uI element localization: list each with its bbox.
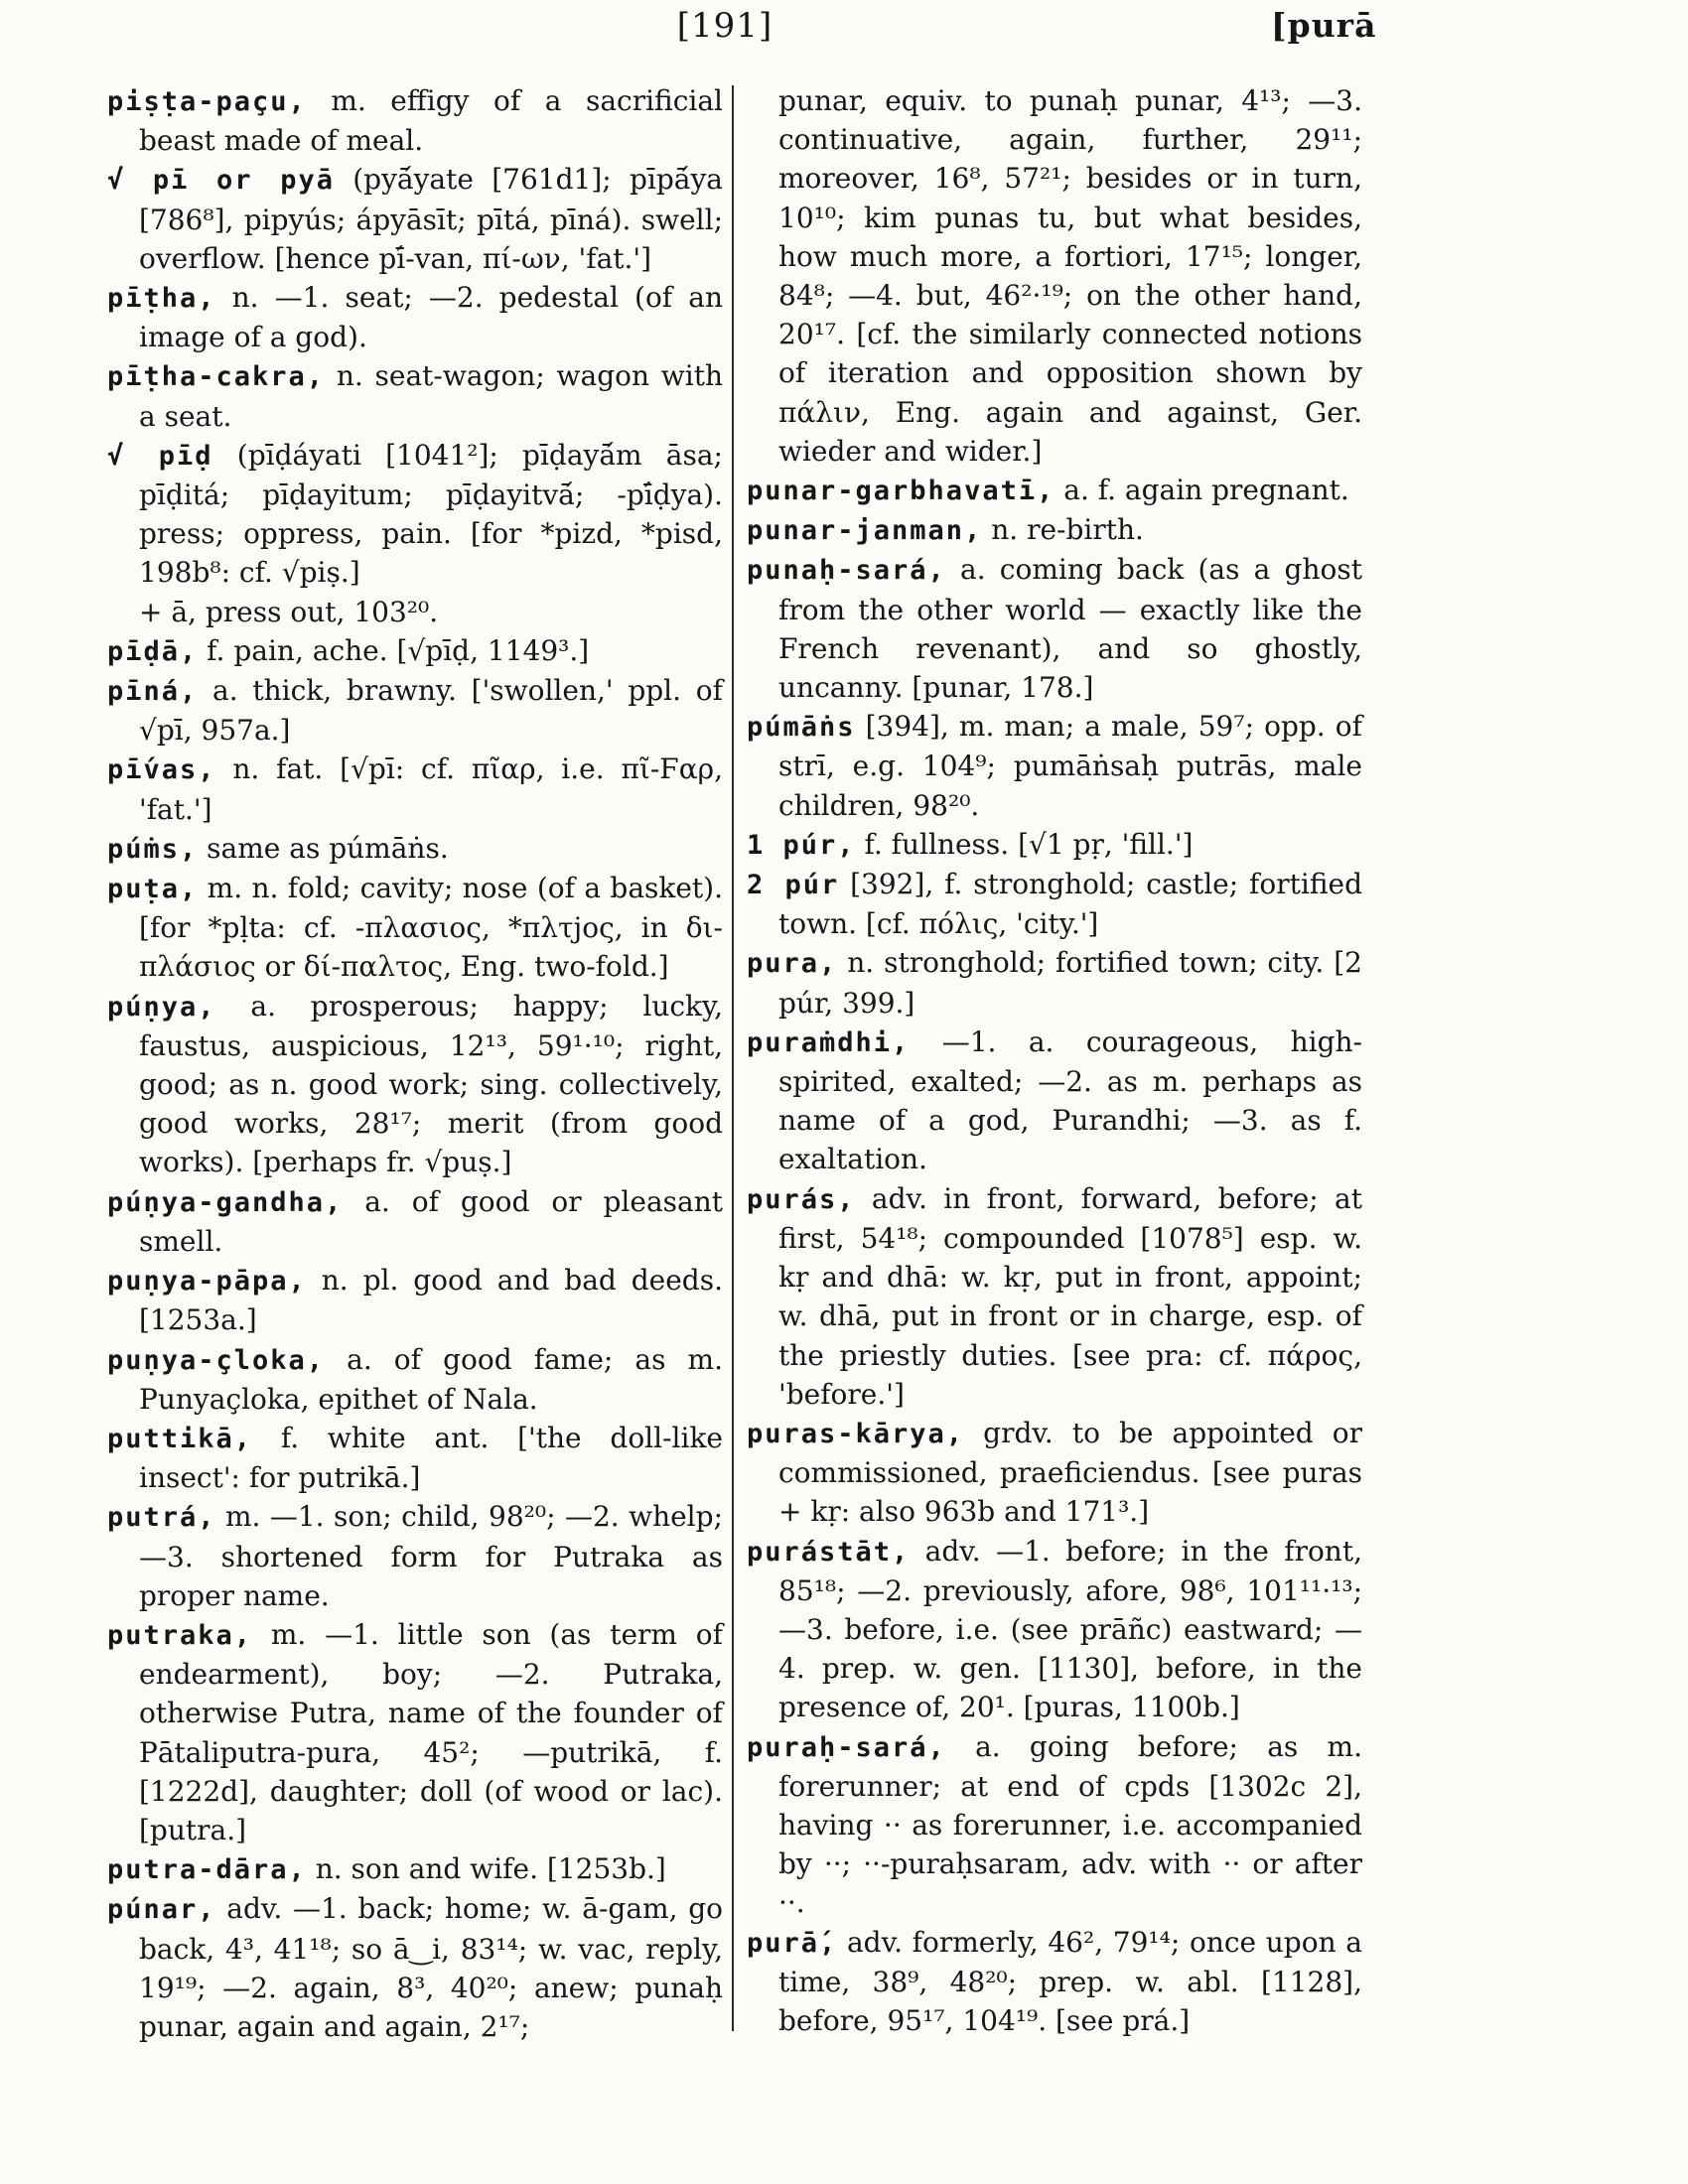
dictionary-entry	[107, 1419, 723, 1497]
dictionary-entry	[107, 1889, 723, 2046]
headword: puṇya-çloka,	[107, 1344, 326, 1376]
headword: punar-janman,	[747, 515, 983, 547]
definition-text: same as púmāṅs.	[198, 831, 449, 865]
dictionary-entry	[107, 869, 723, 987]
definition-text: + ā, press out, 103²⁰.	[139, 595, 439, 628]
headword: puraḥ-sará,	[747, 1731, 946, 1763]
headword: putraka,	[107, 1619, 253, 1651]
dictionary-entry	[107, 356, 723, 435]
headword: pīná,	[107, 676, 199, 708]
definition-text: f. fullness. [√1 pṛ, 'fill.']	[855, 827, 1194, 861]
headword: pīṭha,	[107, 283, 216, 315]
dictionary-entry	[747, 1923, 1362, 2041]
definition-text: n. fat. [√pī: cf. πῖαρ, i.e. πῖ-Ϝαρ, 'fat.']	[139, 752, 723, 826]
definition-text: —1. a. courageous, high-spirited, exalted; —2. as m. perhaps as name of a god, Purandhi; —3. as f. exaltation.	[778, 1024, 1362, 1176]
headword: piṣṭa-paçu,	[107, 86, 307, 117]
definition-text: a. f. again pregnant.	[1055, 474, 1349, 507]
definition-text: a. of good fame; as m. Punyaçloka, epithet of Nala.	[139, 1342, 723, 1416]
headword: pī́vas,	[107, 754, 216, 786]
headword: púṁs,	[107, 833, 199, 865]
definition-text: n. stronghold; fortified town; city. [2 púr, 399.]	[778, 946, 1362, 1020]
definition-text: m. —1. little son (as term of endearment), boy; —2. Putraka, otherwise Putra, name of the founder of Pātaliputra-pura, 45²; —putrikā, f. [1222d], daughter; doll (of wood or lac). [putra.]	[139, 1617, 723, 1846]
definition-text: a. coming back (as a ghost from the other world — exactly like the French revenant), and so ghostly, uncanny. [punar, 178.]	[778, 553, 1362, 705]
headword: 1 púr,	[747, 829, 856, 861]
dictionary-entry	[747, 471, 1362, 510]
dictionary-entry	[747, 943, 1362, 1022]
definition-text: m. —1. son; child, 98²⁰; —2. whelp; —3. shortened form for Putraka as proper name.	[139, 1500, 723, 1612]
headword: púnar,	[107, 1894, 216, 1926]
definition-text: (pyā́yate [761d1]; pīpā́ya [786⁸], pipyús; ápyāsīt; pītá, pīná). swell; overflow. [hence pī́-van, πί-ων, 'fat.']	[139, 163, 723, 275]
dictionary-entry	[747, 550, 1362, 707]
definition-text: (pīḍáyati [1041²]; pīḍayā́m āsa; pīḍitá; pīḍayitum; pīḍayitvā́; -pī́ḍya). press; oppress, pain. [for *pizd, *pisd, 198b⁸: cf. √piṣ.]	[139, 438, 723, 590]
left-column	[107, 81, 723, 2046]
headword: puṭa,	[107, 874, 199, 905]
page-number: [191]	[676, 6, 774, 46]
headword: púṇya,	[107, 991, 216, 1023]
headword: puraṁdhi,	[747, 1026, 911, 1058]
dictionary-entry	[107, 436, 723, 593]
headword: purástāt,	[747, 1536, 911, 1568]
headword: 2 púr	[747, 870, 840, 901]
dictionary-entry	[747, 1179, 1362, 1414]
right-column	[747, 81, 1362, 2040]
definition-text: m. effigy of a sacrificial beast made of meal.	[139, 84, 723, 158]
headword: púmāṅs	[747, 712, 856, 744]
dictionary-entry	[747, 1414, 1362, 1532]
dictionary-entry	[107, 278, 723, 356]
dictionary-entry	[747, 81, 1362, 471]
definition-text: adv. —1. before; in the front, 85¹⁸; —2. previously, afore, 98⁶, 101¹¹·¹³; —3. before, i.e. (see prāñc) eastward; —4. prep. w. gen. [1130], before, in the presence of, 20¹. [puras, 1100b.]	[778, 1534, 1362, 1724]
headword: purā́,	[747, 1927, 838, 1959]
dictionary-entry	[107, 829, 723, 869]
dictionary-entry	[107, 1615, 723, 1849]
headword: putrá,	[107, 1502, 216, 1534]
headword: punaḥ-sará,	[747, 555, 946, 587]
definition-text: f. pain, ache. [√pīḍ, 1149³.]	[198, 633, 590, 667]
dictionary-entry	[107, 1497, 723, 1615]
definition-text: adv. formerly, 46², 79¹⁴; once upon a time, 38⁹, 48²⁰; prep. w. abl. [1128], before, 95¹⁷, 104¹⁹. [see prá.]	[778, 1925, 1362, 2037]
dictionary-entry	[747, 825, 1362, 865]
definition-text: a. of good or pleasant smell.	[139, 1184, 723, 1258]
headword: pura,	[747, 948, 838, 980]
definition-text: adv. —1. back; home; w. ā-gam, go back, 4³, 41¹⁸; so ā‿i, 83¹⁴; w. vac, reply, 19¹⁹; —2. again, 8³, 40²⁰; anew; punaḥ punar, again and again, 2¹⁷;	[139, 1892, 723, 2043]
dictionary-entry	[107, 671, 723, 750]
dictionary-entry	[107, 593, 723, 631]
definition-text: n. re-birth.	[982, 513, 1144, 547]
dictionary-entry	[107, 160, 723, 278]
dictionary-entry	[107, 631, 723, 671]
definition-text: [394], m. man; a male, 59⁷; opp. of strī, e.g. 104⁹; pumāṅsaḥ putrās, male children, 98²⁰.	[778, 710, 1362, 822]
dictionary-entry	[107, 81, 723, 160]
headword: puras-kārya,	[747, 1418, 965, 1449]
headword: puṇya-pāpa,	[107, 1266, 307, 1297]
headword: putra-dāra,	[107, 1854, 307, 1886]
dictionary-entry	[107, 1261, 723, 1339]
headword: √ pīḍ	[107, 440, 213, 472]
definition-text: a. going before; as m. forerunner; at end of cpds [1302c 2], having ·· as forerunner, i.e. accompanied by ··; ··-puraḥsaram, adv. with ·· or after ··.	[778, 1729, 1362, 1920]
dictionary-entry	[747, 1532, 1362, 1727]
headword: pīḍā,	[107, 635, 199, 667]
definition-text: n. seat-wagon; wagon with a seat.	[139, 359, 723, 433]
definition-text: n. pl. good and bad deeds. [1253a.]	[139, 1264, 723, 1337]
headword: púṇya-gandha,	[107, 1186, 344, 1218]
dictionary-entry	[747, 707, 1362, 825]
headword: puttikā,	[107, 1423, 253, 1454]
definition-text: n. —1. seat; —2. pedestal (of an image of a god).	[139, 281, 723, 354]
definition-text: f. white ant. ['the doll-like insect': for putrikā.]	[139, 1421, 723, 1495]
column-divider	[732, 85, 734, 2031]
headword: purás,	[747, 1183, 856, 1215]
headword: pīṭha-cakra,	[107, 361, 326, 393]
definition-text: adv. in front, forward, before; at first, 54¹⁸; compounded [1078⁵] esp. w. kṛ and dhā: w. kṛ, put in front, appoint; w. dhā, put in front or in charge, esp. of the priestly duties. [see pra: cf. πάρος, 'before.']	[778, 1181, 1362, 1411]
headword: √ pī or pyā	[107, 165, 335, 197]
definition-text: a. thick, brawny. ['swollen,' ppl. of √pī, 957a.]	[139, 674, 723, 748]
definition-text: a. prosperous; happy; lucky, faustus, auspicious, 12¹³, 59¹·¹⁰; right, good; as n. good work; sing. collectively, good works, 28¹⁷; merit (from good works). [perhaps fr. √puṣ.]	[139, 989, 723, 1179]
definition-text: m. n. fold; cavity; nose (of a basket). [for *pḷta: cf. -πλασιος, *πλτjος, in δι-πλάσιος or δί-παλτος, Eng. two-fold.]	[139, 872, 723, 984]
headword: punar-garbhavatī,	[747, 476, 1055, 507]
dictionary-entry	[107, 1340, 723, 1419]
dictionary-entry	[747, 1727, 1362, 1923]
definition-text: [392], f. stronghold; castle; fortified town. [cf. πόλις, 'city.']	[778, 868, 1363, 941]
running-head: [purā	[1271, 6, 1377, 45]
dictionary-entry	[107, 1182, 723, 1261]
dictionary-entry	[747, 865, 1362, 943]
dictionary-entry	[747, 510, 1362, 550]
definition-text: punar, equiv. to punaḥ punar, 4¹³; —3. continuative, again, further, 29¹¹; moreover, 16⁸, 57²¹; besides or in turn, 10¹⁰; kim punas tu, but what besides, how much more, a fortiori, 17¹⁵; longer, 84⁸; —4. but, 46²·¹⁹; on the other hand, 20¹⁷. [cf. the similarly connected notions of iteration and opposition shown by πάλιν, Eng. again and against, Ger. wieder and wider.]	[778, 84, 1362, 468]
dictionary-entry	[107, 1849, 723, 1889]
definition-text: n. son and wife. [1253b.]	[306, 1852, 666, 1886]
definition-text: grdv. to be appointed or commissioned, praeficiendus. [see puras + kṛ: also 963b and 171³.]	[778, 1416, 1362, 1529]
dictionary-entry	[107, 750, 723, 828]
dictionary-entry	[107, 987, 723, 1182]
dictionary-entry	[747, 1023, 1362, 1179]
